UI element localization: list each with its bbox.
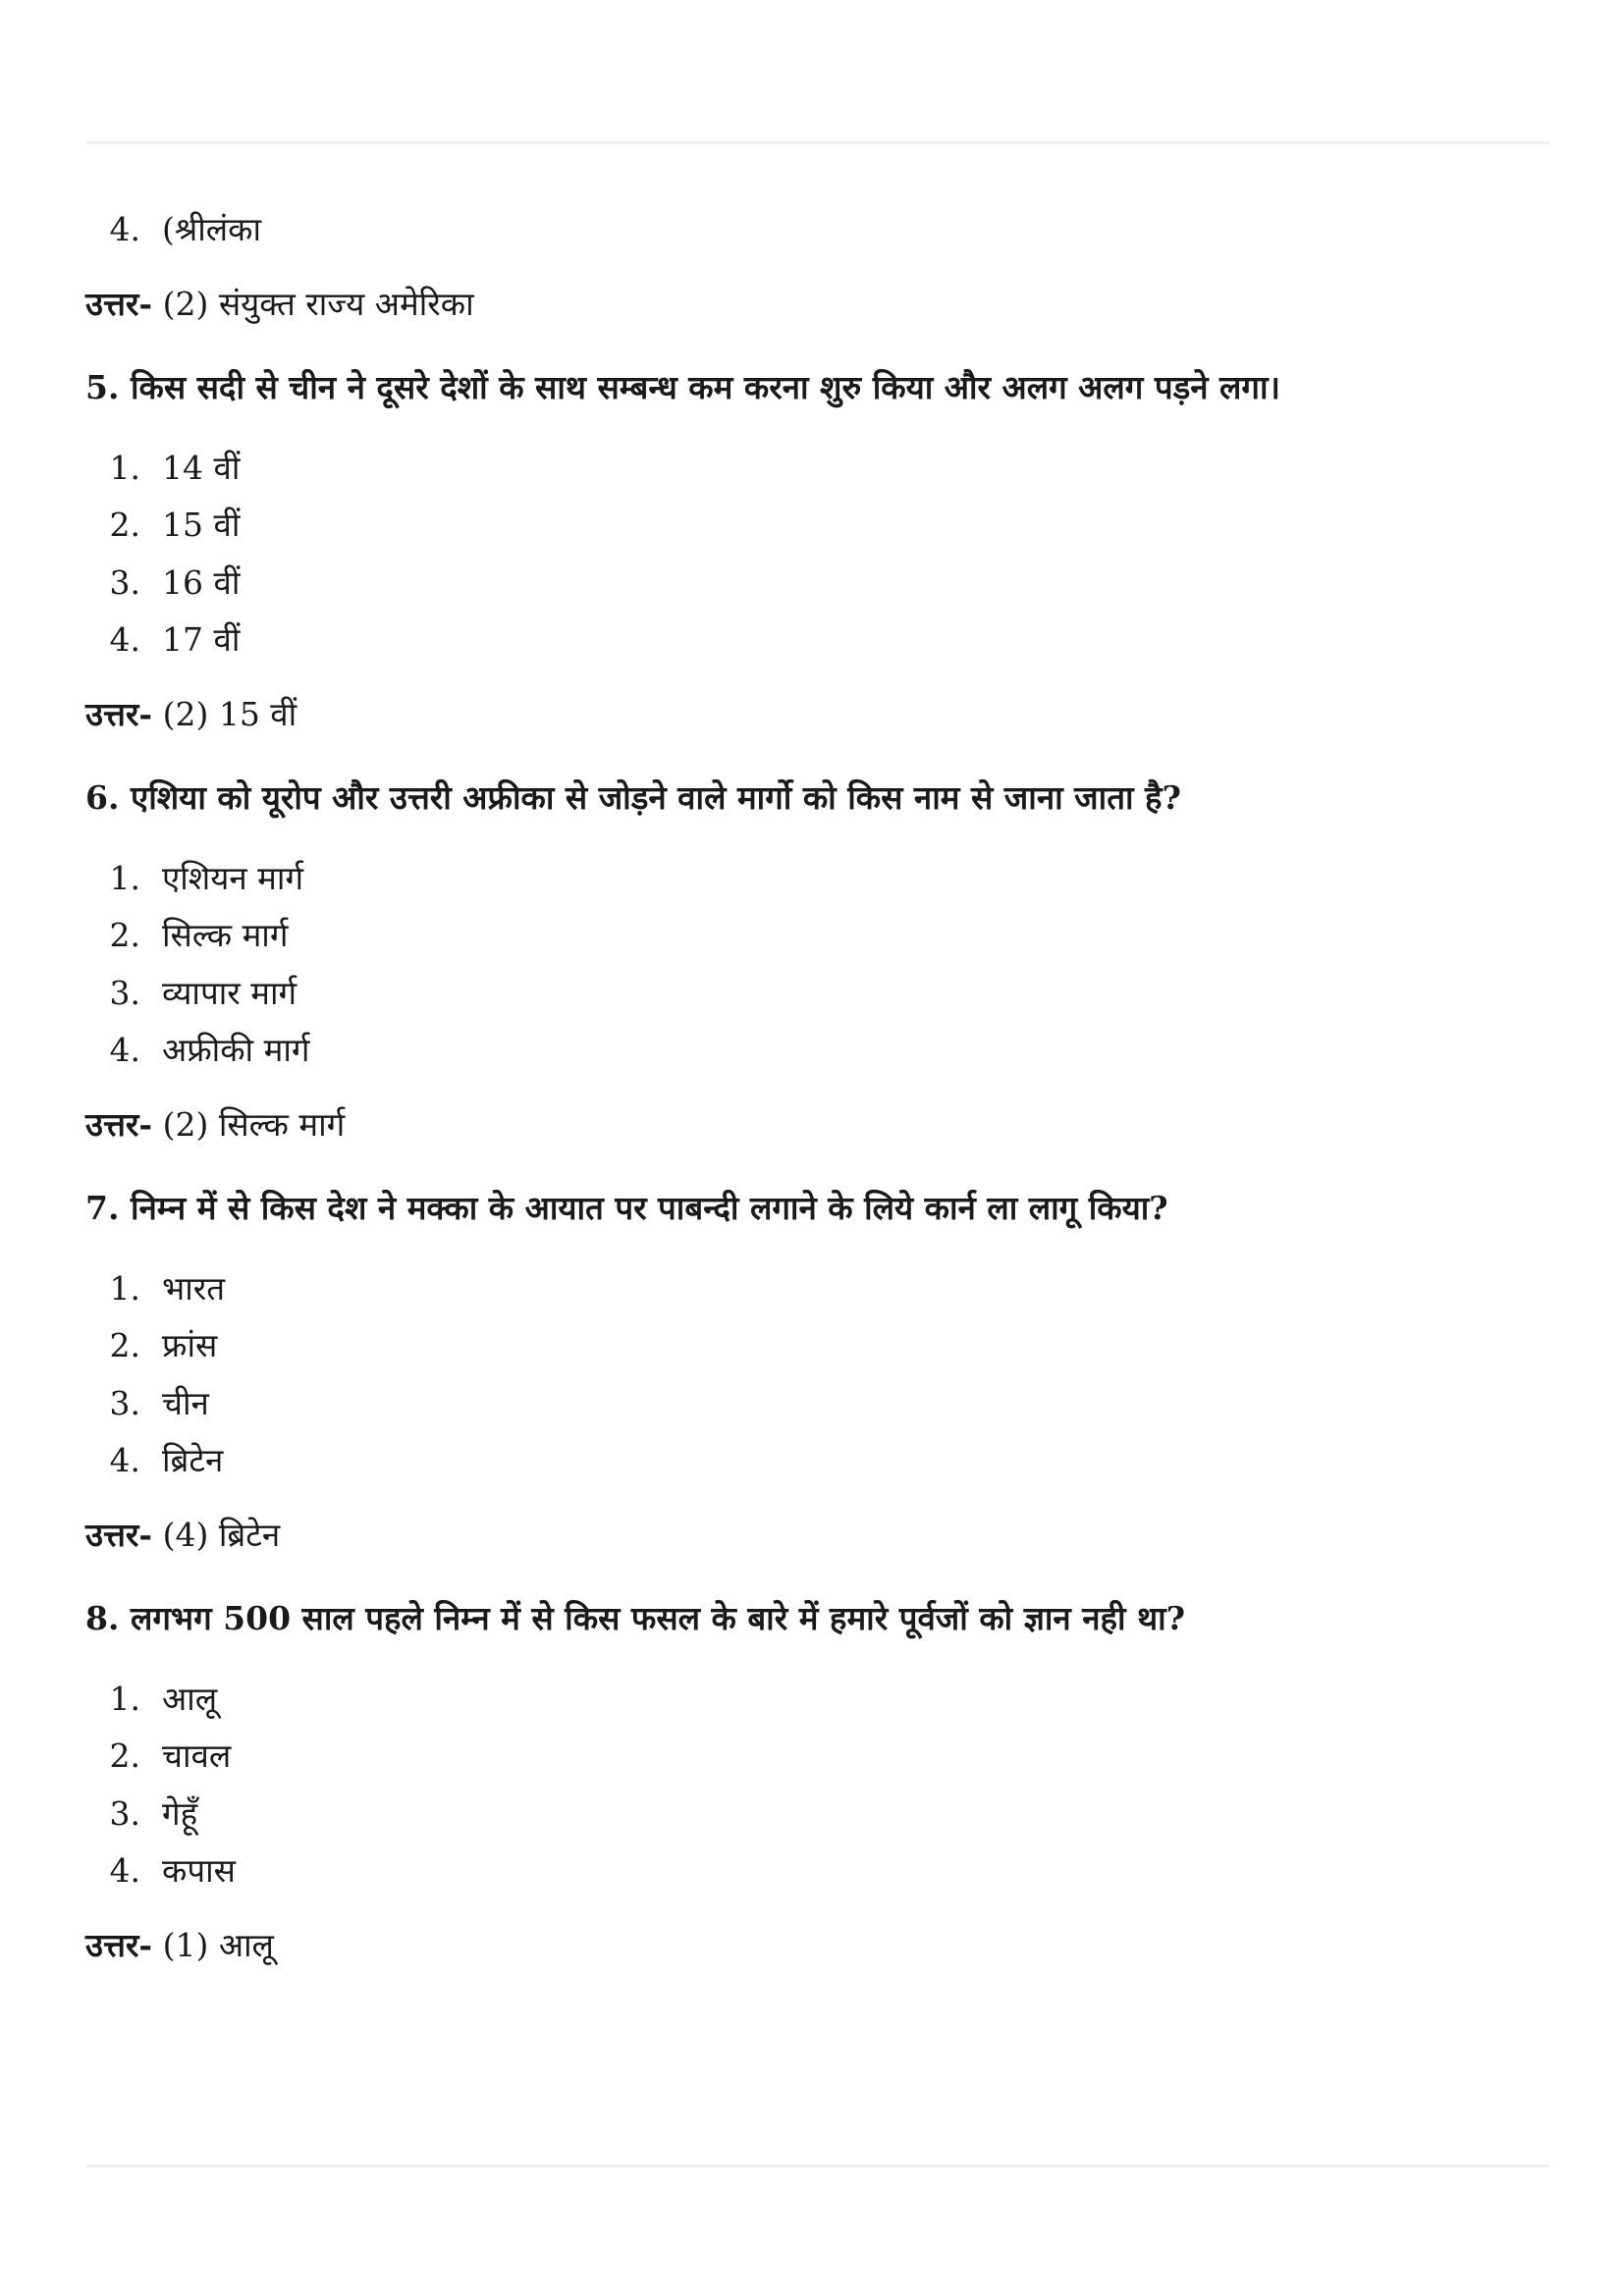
answer-text: (2) 15 वीं (152, 694, 298, 733)
option-number: 3. (109, 562, 140, 602)
answer-line (85, 1926, 1539, 1965)
option-number: 2. (109, 1326, 140, 1364)
answer-line (85, 285, 1539, 324)
option-item (85, 1375, 1539, 1433)
answer-label: उत्तर- (85, 1925, 153, 1964)
option-text: व्यापार मार्ग (162, 973, 298, 1012)
option-number: 2. (109, 916, 140, 954)
option-item (85, 1317, 1539, 1375)
option-item (85, 1432, 1539, 1490)
option-item (85, 965, 1539, 1023)
option-number: 4. (109, 1031, 140, 1069)
option-text: सिल्क मार्ग (162, 916, 289, 954)
option-text: कपास (162, 1851, 236, 1890)
option-item (85, 907, 1539, 965)
option-text: 15 वीं (162, 506, 241, 544)
option-number: 1. (109, 858, 140, 897)
option-text: चीन (162, 1383, 209, 1422)
question-5: 5. किस सदी से चीन ने दूसरे देशों के साथ सम्बन्ध कम करना शुरु किया और अलग अलग पड़ने लगा। (85, 367, 1281, 406)
option-number: 4. (109, 620, 140, 659)
answer-text: (1) आलू (152, 1925, 274, 1964)
option-number: 2. (109, 506, 140, 544)
document-content (85, 201, 1539, 2009)
option-number: 4. (109, 1441, 140, 1479)
question-6: 6. एशिया को यूरोप और उत्तरी अफ्रीका से जोड़ने वाले मार्गो को किस नाम से जाना जाता है? (85, 777, 1181, 817)
option-item (85, 555, 1539, 613)
option-number: 3. (109, 1793, 140, 1833)
option-item (85, 1842, 1539, 1900)
option-number: 3. (109, 973, 140, 1012)
option-item (85, 1671, 1539, 1729)
option-item (85, 440, 1539, 498)
answer-label: उत्तर- (85, 694, 153, 733)
option-text: गेहूँ (162, 1793, 198, 1833)
option-text: आलू (162, 1679, 218, 1718)
option-number: 2. (109, 1736, 140, 1775)
top-divider (86, 141, 1549, 144)
option-number: 4. (109, 1851, 140, 1890)
option-text: भारत (162, 1268, 226, 1308)
option-number: 1. (109, 1679, 140, 1718)
option-text: (श्रीलंका (162, 210, 262, 248)
option-number: 4. (109, 210, 140, 248)
answer-text: (2) सिल्क मार्ग (152, 1104, 346, 1144)
answer-line (85, 1105, 1539, 1145)
bottom-divider (86, 2164, 1549, 2167)
answer-line (85, 1516, 1539, 1555)
option-item (85, 1260, 1539, 1318)
option-number: 1. (109, 448, 140, 487)
option-number: 3. (109, 1383, 140, 1422)
answer-label: उत्तर- (85, 284, 153, 323)
option-number: 1. (109, 1268, 140, 1308)
option-text: 16 वीं (162, 562, 241, 602)
option-text: 17 वीं (162, 620, 241, 659)
answer-label: उत्तर- (85, 1104, 153, 1144)
option-text: फ्रांस (162, 1326, 218, 1364)
option-item (85, 1728, 1539, 1786)
answer-label: उत्तर- (85, 1515, 153, 1554)
option-text: अफ्रीकी मार्ग (162, 1031, 310, 1069)
question-8: 8. लगभग 500 साल पहले निम्न में से किस फसल के बारे में हमारे पूर्वजों को ज्ञान नही था? (85, 1598, 1186, 1637)
option-text: एशियन मार्ग (162, 858, 304, 897)
option-text: चावल (162, 1736, 232, 1775)
answer-text: (2) संयुक्त राज्य अमेरिका (152, 284, 474, 323)
option-item (85, 1786, 1539, 1843)
option-item (85, 1022, 1539, 1080)
answer-line (85, 695, 1539, 734)
option-item (85, 850, 1539, 908)
option-text: 14 वीं (162, 448, 241, 487)
option-item (85, 612, 1539, 669)
option-text: ब्रिटेन (162, 1441, 224, 1479)
option-item (85, 201, 1539, 259)
answer-text: (4) ब्रिटेन (152, 1515, 281, 1554)
option-item (85, 497, 1539, 555)
question-7: 7. निम्न में से किस देश ने मक्का के आयात पर पाबन्दी लगाने के लिये कार्न ला लागू किया? (85, 1188, 1168, 1227)
